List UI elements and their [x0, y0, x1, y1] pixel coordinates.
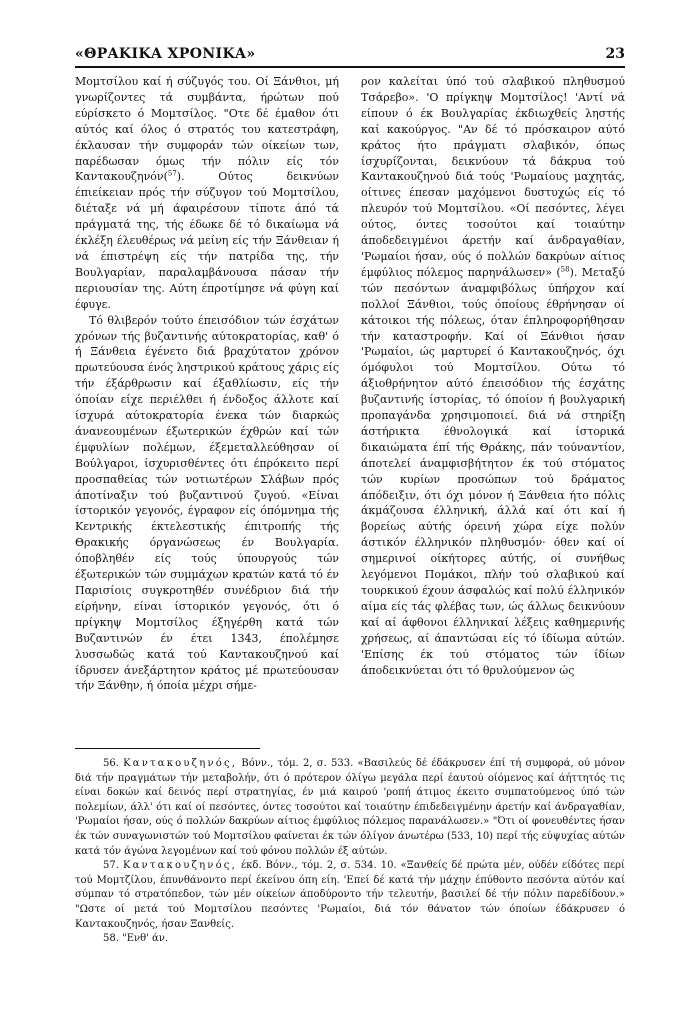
paragraph: [75, 74, 339, 313]
footnote-ref: 57: [167, 169, 177, 178]
page-number: 23: [605, 46, 625, 62]
paragraph-text: ). Μεταξύ τών πεσόντων άναμφιβόλως ύπήρχον καί πολλοί Ξάνθιοι, τούς όποίους έθρήνησαν οί κάτοικοι τής πόλεως, όταν έπληροφορήθησαν τήν καταστροφήν. Καί οί Ξάνθιοι ήσαν 'Ρωμαίοι, ώς μαρτυρεί ό Καντακουζηνός, όχι όμόφυλοι τού Μομτσίλου. Ούτω τό άξιοθρήνητον αύτό έπεισόδιον τής έσχάτης βυζαντινής ίστορίας, τό όποίον ή βουλγαρική προπαγάνδα χρησιμοποιεί. διά νά στηρίξη άστήρικτα έθνολογικά καί ίστορικά δικαιώματα έπί τής Θράκης, πάν τούναντίον, άποτελεί άναμφισβήτητον έκ τού στόματος τών κυρίων προσώπων τού δράματος άπόδειξιν, ότι όχι μόνον ή Ξάνθεια ήτο πόλις άκμάζουσα έλληνική, άλλά καί ότι καί ή βορείως αύτής όρεινή χώρα είχε πολύν άστικόν έλληνικόν πληθυσμόν· όθεν καί οί σημερινοί οίκήτορες αύτής, οί συνήθως λεγόμενοι Πομάκοι, πλήν τού σλαβικού καί τουρκικού έχουν άσφαλώς καί πολύ έλληνικόν αίμα είς τάς φλέβας των, ώς άλλως δεικνύουν καί αί άφθονοι έλληνικαί λέξεις καθημερινής χρήσεως, αί άπαντώσαι είς τό ίδίωμα αύτών. 'Επίσης έκ τού στόματος τών ίδίων άποδεικνύεται ότι τό θρυλούμενον ώς: [361, 265, 625, 677]
footnotes: [75, 757, 625, 947]
right-column: [361, 74, 625, 678]
footnote-rule: [75, 748, 260, 749]
footnote-text: Βόνν., τόμ. 2, σ. 533. «Βασιλεύς δέ έδάκρυσεν έπί τή συμφορά, ού μόνον διά τήν πραγμάτων τήν μεταβολήν, ότι ό πρότερον όλίγω μεγάλα περί έαυτού οίόμενος καί άήττητός τις είναι δοκών καί δεινός περί στρατηγίας, έν μιά καιρού 'ροπή άτιμος έκειτο συμπατούμενος ύπό τών πολεμίων, άλλ' ότι καί οί πεσόντες, όντες τοσούτοι καί τοιαύτην έπιδεδειγμένην άρετήν καί άνδραγαθίαν, 'Ρωμαίοι ήσαν, ούς ό πολλών δακρύων αίτιος έμφύλιος πόλεμος παρανάλωσεν.» "Ότι οί φονευθέντες ήσαν έκ τών συναγωνιστών τού Μομτσίλου φαίνεται έκ τών όλίγον άνωτέρω (533, 10) περί τής εύψυχίας αύτών κατά τόν άγώνα λεγομένων καί τού φόνου πολλών έξ αύτών.: [75, 758, 625, 857]
footnote-56: [75, 757, 625, 859]
footnote-number: 56.: [103, 758, 119, 769]
header-rule: [75, 66, 625, 68]
footnote-57: [75, 859, 625, 932]
page-header: [75, 38, 625, 68]
footnote-author: Καντακουζηνός,: [122, 860, 237, 872]
left-column: [75, 74, 339, 694]
paragraph-text: ). Ούτος δεικνύων έπιείκειαν πρός τήν σύζυγον τού Μομτσίλου, διέταξε νά μή άφαιρέσουν τίποτε άπό τά πράγματά της, τής έδωκε δέ τό δικαίωμα νά έκλέξη έλευθέρως νά μείνη είς τήν Ξάνθειαν ή νά έπιστρέψη είς τήν πατρίδα της, τήν Βουλγαρίαν, παραλαμβάνουσα πάσαν τήν περιουσίαν της. Αύτη έπροτίμησε νά φύγη καί έφυγε.: [75, 170, 339, 311]
running-title: «ΘΡΑΚΙΚΑ ΧΡΟΝΙΚΑ»: [75, 46, 256, 62]
footnote-author: Καντακουζηνός,: [123, 758, 238, 769]
footnote-number: 58.: [103, 933, 119, 945]
paragraph: Τό θλιβερόν τούτο έπεισόδιον τών έσχάτων χρόνων τής βυζαντινής αύτοκρατορίας, καθ' ό ή Ξάνθεια έγένετο διά βραχύτατον χρόνον πρωτεύουσα ένός ληστρικού κράτους χάρις είς τήν έξάρθρωσιν καί έξαθλίωσιν, είς τήν όποίαν είχε περιέλθει ή ένδοξος άλλοτε καί ίσχυρά αύτοκρατορία ένεκα τών διαρκώς άνανεουμένων έξωτερικών έχθρών καί τών έμφυλίων πολέμων, έξεμεταλλεύθησαν οί Βούλγαροι, ίσχυρισθέντες ότι έπρόκειτο περί προσπαθείας τών νοτιωτέρων Σλάβων πρός άποτίναξιν τού βυζαντινού ζυγού. «Είναι ίστορικόν γεγονός, έγραφον είς όπόμνημα τής Κεντρικής έκτελεστικής έπιτροπής τής Θρακικής όργανώσεως έν Βουλγαρία. όποβληθέν είς τούς ύπουργούς τών έξωτερικών τών συμμάχων κρατών κατά τό έν Παρισίοις συγκροτηθέν συνέδριον διά τήν είρήνην, είναι ίστορικόν γεγονός, ότι ό πρίγκηψ Μομτσίλος έξηγέρθη κατά τών Βυζαντινών έν έτει 1343, έπολέμησε λυσσωδώς κατά τού Καντακουζηνού καί ίδρυσεν άνεξάρτητον κράτος μέ πρωτεύουσαν τήν Ξάνθην, ή όποία μέχρι σήμε-: [75, 313, 339, 693]
footnote-58: [75, 932, 625, 947]
paragraph-text: Μομτσίλου καί ή σύζυγός του. Οί Ξάνθιοι, μή γνωρίζοντες τά συμβάντα, ήρώτων πού εύρίσκετο ό Μομτσίλος. "Οτε δέ έμαθον ότι αύτός καί όλος ό στρατός του κατεστράφη, έκλαυσαν τήν συμφοράν τών οίκείων των, παρέδωσαν όμως τήν πόλιν είς τόν Καντακουζηνόν(: [75, 75, 339, 184]
paragraph-text: ρον καλείται ύπό τού σλαβικού πληθυσμού Τσάρεβο». 'Ο πρίγκηψ Μομτσίλος! 'Αντί νά είπουν ό έκ Βουλγαρίας έκδιωχθείς ληστής καί κακούργος. "Αν δέ τό πρόσκαιρον αύτό κράτος ήτο πράγματι σλαβικόν, όπως ίσχυρίζονται, δεικνύουν τά δάκρυα τού Καντακουζηνού διά τούς 'Ρωμαίους μαχητάς, οίτινες έπεσαν μαχόμενοι δυστυχώς είς τό πλευρόν τού Μομτσίλου. «Οί πεσόντες, λέγει ούτος, όντες τοσούτοι καί τοιαύτην άποδεδειγμένοι άρετήν καί άνδραγαθίαν, 'Ρωμαίοι ήσαν, ούς ό πολλών δακρύων αίτιος έμφύλιος πόλεμος παρηνάλωσεν» (: [361, 75, 625, 279]
footnote-ref: 58: [560, 265, 570, 274]
footnote-text: έκδ. Βόνν., τόμ. 2, σ. 534. 10. «Ξανθείς δέ πρώτα μέν, ούδέν είδότες περί τού Μομτζίλου, έπυνθάνοντο περί έκείνου όπη είη. 'Επεί δέ κατά τήν μάχην έπύθοντο πεσόντα αύτόν καί σύμπαν τό στρατόπεδον, τών μέν οίκείων άποδύροντο τήν τελευτήν, βασιλεί δέ τήν πόλιν παρεδίδουν.» "Ωστε οί μετά τού Μομτσίλου πεσόντες 'Ρωμαίοι, διά τόν θάνατον τών όποίων έδάκρυσεν ό Καντακουζηνός, ήσαν Ξανθείς.: [75, 860, 625, 930]
body-columns: [75, 74, 625, 744]
paragraph: [361, 74, 625, 678]
footnote-text: "Ενθ' άν.: [122, 933, 169, 945]
footnote-number: 57.: [103, 860, 119, 872]
